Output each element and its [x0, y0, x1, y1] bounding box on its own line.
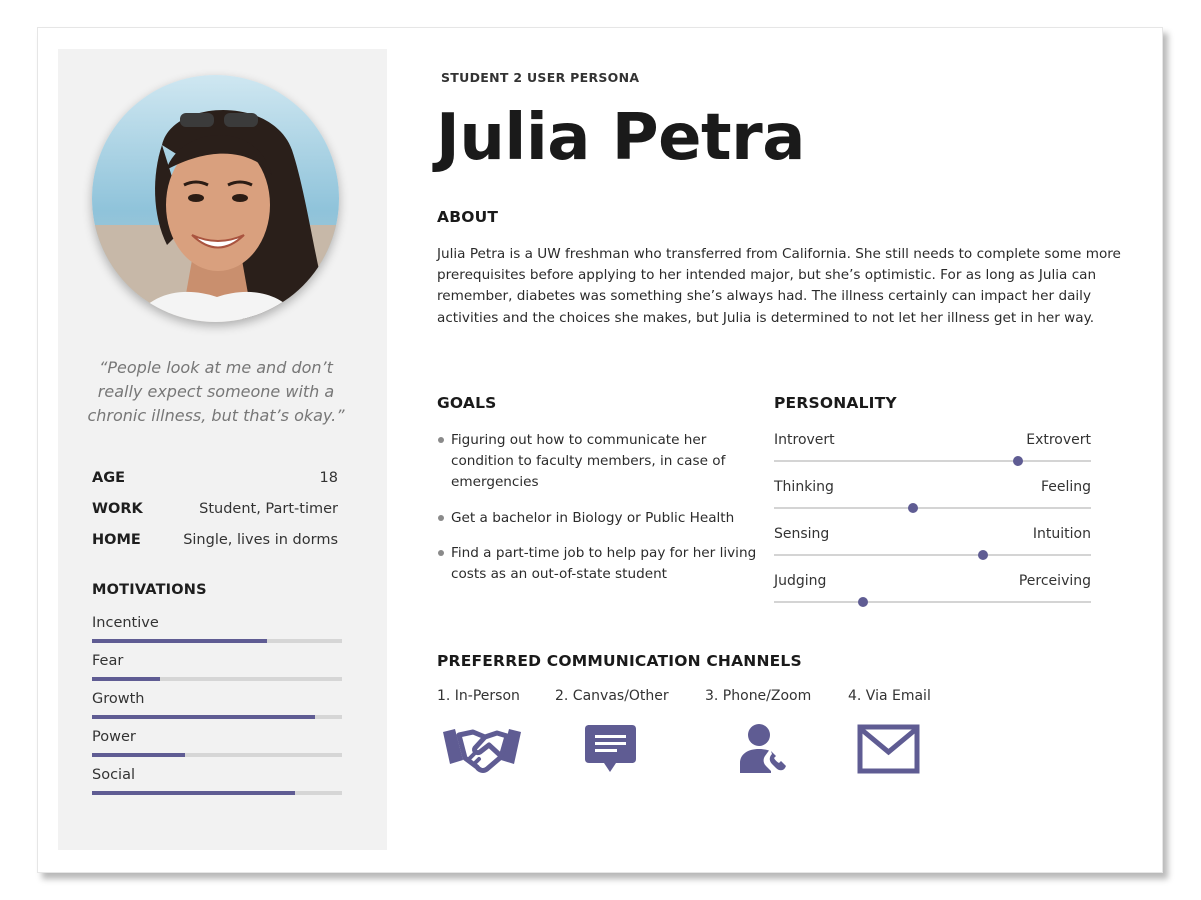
- motivation-item: [92, 613, 342, 651]
- profile-facts: [92, 462, 338, 555]
- fact-value: 18: [319, 469, 338, 486]
- motivation-track: [92, 791, 342, 795]
- motivation-fill: [92, 677, 160, 681]
- persona-quote: “People look at me and don’t really expect someone with a chronic illness, but that’s okay.”: [87, 358, 345, 425]
- handshake-icon: [441, 724, 523, 774]
- fact-value: Student, Part-timer: [199, 500, 338, 517]
- personality-trait: [774, 430, 1091, 477]
- motivation-track: [92, 677, 342, 681]
- motivation-label: Growth: [92, 691, 145, 707]
- channel-label: 1. In-Person: [437, 688, 520, 704]
- trait-marker: [1013, 456, 1023, 466]
- motivation-item: [92, 689, 342, 727]
- personality-trait: [774, 477, 1091, 524]
- fact-value: Single, lives in dorms: [183, 531, 338, 548]
- fact-row-age: [92, 462, 338, 493]
- personality-trait: [774, 571, 1091, 618]
- motivation-item: [92, 727, 342, 765]
- trait-marker: [858, 597, 868, 607]
- trait-right-label: Intuition: [1032, 526, 1091, 542]
- goal-item: Get a bachelor in Biology or Public Health: [437, 508, 757, 529]
- motivation-track: [92, 753, 342, 757]
- trait-right-label: Feeling: [1040, 479, 1091, 495]
- goal-item: Find a part-time job to help pay for her living costs as an out-of-state student: [437, 543, 757, 585]
- motivations-title: MOTIVATIONS: [92, 582, 207, 598]
- motivation-item: [92, 765, 342, 803]
- personality-title: PERSONALITY: [774, 394, 897, 412]
- channel-label: 3. Phone/Zoom: [705, 688, 812, 704]
- trait-right-label: Perceiving: [1018, 573, 1091, 589]
- about-text: Julia Petra is a UW freshman who transferred from California. She still needs to complete some more prerequisites before applying to her intended major, but she’s optimistic. For as long as Julia can remember, diabetes was something she’s always had. The illness certainly can impact her daily activities and the choices she makes, but Julia is determined to not let her illness get in her way.: [437, 246, 1121, 326]
- fact-key: AGE: [92, 469, 126, 486]
- motivation-track: [92, 639, 342, 643]
- goal-item: Figuring out how to communicate her condition to faculty members, in case of emergencies: [437, 430, 757, 494]
- chat-message-icon: [584, 724, 637, 774]
- persona-label: STUDENT 2 USER PERSONA: [441, 70, 640, 85]
- trait-marker: [978, 550, 988, 560]
- personality-trait: [774, 524, 1091, 571]
- portrait-photo-icon: [92, 75, 339, 322]
- goals-title: GOALS: [437, 394, 497, 412]
- fact-row-work: [92, 493, 338, 524]
- channel-label: 4. Via Email: [848, 688, 931, 704]
- trait-track: [774, 507, 1091, 509]
- trait-left-label: Judging: [774, 573, 827, 589]
- trait-right-label: Extrovert: [1026, 432, 1091, 448]
- trait-left-label: Introvert: [774, 432, 835, 448]
- trait-left-label: Thinking: [774, 479, 834, 495]
- motivations-list: [92, 613, 342, 803]
- motivation-label: Social: [92, 767, 135, 783]
- motivation-fill: [92, 753, 185, 757]
- trait-left-label: Sensing: [774, 526, 830, 542]
- motivation-track: [92, 715, 342, 719]
- personality-scales: [774, 430, 1091, 618]
- trait-track: [774, 601, 1091, 603]
- motivation-fill: [92, 639, 267, 643]
- person-phone-icon: [739, 723, 787, 773]
- trait-track: [774, 554, 1091, 556]
- persona-name: Julia Petra: [436, 101, 805, 175]
- goals-list: [437, 430, 757, 599]
- motivation-label: Fear: [92, 653, 124, 669]
- channel-label: 2. Canvas/Other: [555, 688, 669, 704]
- fact-key: WORK: [92, 500, 143, 517]
- trait-marker: [908, 503, 918, 513]
- motivation-label: Power: [92, 729, 136, 745]
- avatar: [92, 75, 339, 322]
- motivation-label: Incentive: [92, 615, 159, 631]
- about-title: ABOUT: [437, 208, 499, 226]
- motivation-item: [92, 651, 342, 689]
- envelope-icon: [857, 724, 920, 774]
- motivation-fill: [92, 715, 315, 719]
- fact-row-home: [92, 524, 338, 555]
- trait-track: [774, 460, 1091, 462]
- channels-title: PREFERRED COMMUNICATION CHANNELS: [437, 652, 802, 670]
- motivation-fill: [92, 791, 295, 795]
- fact-key: HOME: [92, 531, 141, 548]
